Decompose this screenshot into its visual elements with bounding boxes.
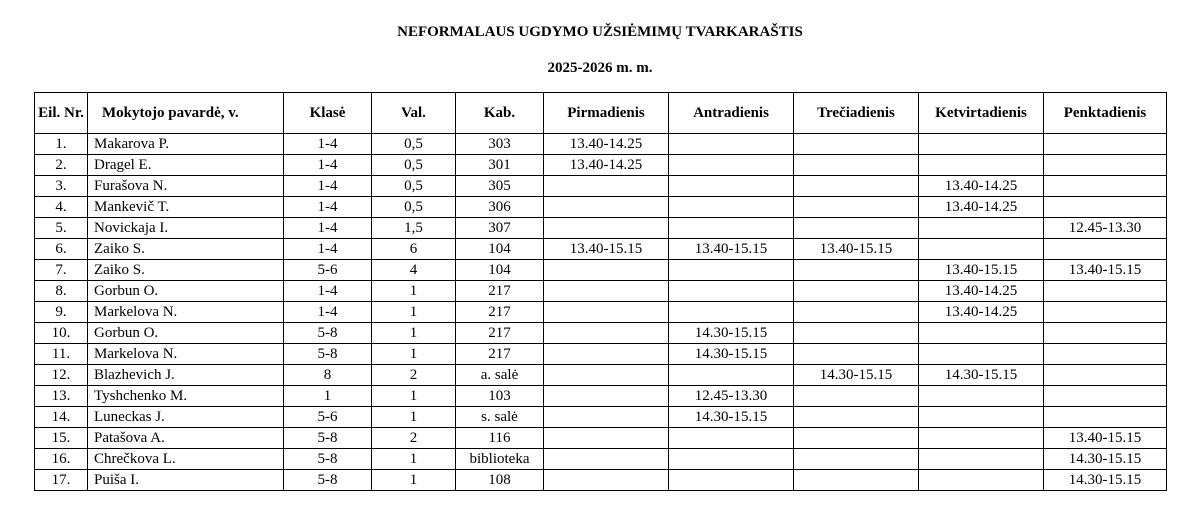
table-cell: 1-4 xyxy=(284,197,372,218)
table-cell: 12.45-13.30 xyxy=(669,386,794,407)
table-cell: 2 xyxy=(372,428,456,449)
column-header: Pirmadienis xyxy=(544,93,669,134)
table-cell xyxy=(544,323,669,344)
table-cell: 1 xyxy=(372,344,456,365)
table-cell xyxy=(1044,281,1167,302)
table-cell xyxy=(919,134,1044,155)
table-cell: 116 xyxy=(456,428,544,449)
table-cell xyxy=(919,239,1044,260)
table-cell: 307 xyxy=(456,218,544,239)
row-number-cell: 13. xyxy=(35,386,88,407)
table-cell: 4 xyxy=(372,260,456,281)
row-number-cell: 12. xyxy=(35,365,88,386)
table-cell xyxy=(919,344,1044,365)
table-cell xyxy=(544,365,669,386)
table-cell xyxy=(794,323,919,344)
teacher-name-cell: Gorbun O. xyxy=(88,281,284,302)
teacher-name-cell: Makarova P. xyxy=(88,134,284,155)
column-header: Klasė xyxy=(284,93,372,134)
table-cell: 108 xyxy=(456,470,544,491)
table-cell xyxy=(1044,176,1167,197)
table-cell xyxy=(919,428,1044,449)
table-cell xyxy=(544,197,669,218)
table-cell: 217 xyxy=(456,323,544,344)
table-header-row xyxy=(35,93,1167,134)
table-cell xyxy=(544,176,669,197)
table-cell: 104 xyxy=(456,260,544,281)
table-cell: 14.30-15.15 xyxy=(669,407,794,428)
table-row xyxy=(35,323,1167,344)
table-cell: 12.45-13.30 xyxy=(1044,218,1167,239)
table-cell: 13.40-15.15 xyxy=(1044,260,1167,281)
table-cell: 1 xyxy=(372,302,456,323)
row-number-cell: 14. xyxy=(35,407,88,428)
table-cell: 1,5 xyxy=(372,218,456,239)
table-cell xyxy=(669,428,794,449)
table-cell: 217 xyxy=(456,302,544,323)
table-row xyxy=(35,176,1167,197)
schedule-table xyxy=(34,92,1167,491)
teacher-name-cell: Gorbun O. xyxy=(88,323,284,344)
table-cell: 1 xyxy=(372,470,456,491)
table-cell xyxy=(919,155,1044,176)
table-cell xyxy=(794,197,919,218)
table-cell xyxy=(669,281,794,302)
table-cell xyxy=(669,470,794,491)
table-cell xyxy=(1044,407,1167,428)
table-cell: 1 xyxy=(372,386,456,407)
table-cell: 305 xyxy=(456,176,544,197)
column-header: Antradienis xyxy=(669,93,794,134)
table-cell: 1-4 xyxy=(284,281,372,302)
table-cell: 13.40-14.25 xyxy=(544,155,669,176)
column-header: Mokytojo pavardė, v. xyxy=(88,93,284,134)
row-number-cell: 11. xyxy=(35,344,88,365)
teacher-name-cell: Markelova N. xyxy=(88,302,284,323)
table-cell xyxy=(544,302,669,323)
table-cell: 217 xyxy=(456,344,544,365)
table-row xyxy=(35,281,1167,302)
table-cell: biblioteka xyxy=(456,449,544,470)
table-cell: 5-6 xyxy=(284,407,372,428)
table-cell xyxy=(794,260,919,281)
teacher-name-cell: Mankevič T. xyxy=(88,197,284,218)
table-cell xyxy=(794,470,919,491)
table-cell xyxy=(669,365,794,386)
table-cell: 1-4 xyxy=(284,239,372,260)
teacher-name-cell: Blazhevich J. xyxy=(88,365,284,386)
teacher-name-cell: Furašova N. xyxy=(88,176,284,197)
teacher-name-cell: Patašova A. xyxy=(88,428,284,449)
table-cell: 14.30-15.15 xyxy=(794,365,919,386)
table-cell: 14.30-15.15 xyxy=(1044,470,1167,491)
table-cell: 217 xyxy=(456,281,544,302)
document-subtitle: 2025-2026 m. m. xyxy=(547,60,653,76)
row-number-cell: 9. xyxy=(35,302,88,323)
table-cell: 6 xyxy=(372,239,456,260)
table-cell: 5-8 xyxy=(284,344,372,365)
table-cell: 1-4 xyxy=(284,155,372,176)
row-number-cell: 10. xyxy=(35,323,88,344)
row-number-cell: 3. xyxy=(35,176,88,197)
table-cell: 301 xyxy=(456,155,544,176)
table-cell xyxy=(794,302,919,323)
table-cell xyxy=(794,344,919,365)
table-cell xyxy=(919,218,1044,239)
teacher-name-cell: Zaiko S. xyxy=(88,239,284,260)
table-cell: 0,5 xyxy=(372,155,456,176)
teacher-name-cell: Markelova N. xyxy=(88,344,284,365)
table-cell xyxy=(794,449,919,470)
table-cell: 5-8 xyxy=(284,470,372,491)
table-cell xyxy=(669,155,794,176)
table-row xyxy=(35,344,1167,365)
table-cell xyxy=(794,155,919,176)
table-cell xyxy=(544,281,669,302)
table-cell xyxy=(1044,197,1167,218)
table-row xyxy=(35,197,1167,218)
table-cell xyxy=(669,134,794,155)
table-cell: 14.30-15.15 xyxy=(919,365,1044,386)
table-row xyxy=(35,449,1167,470)
table-cell: 1 xyxy=(372,323,456,344)
table-row xyxy=(35,218,1167,239)
table-cell: s. salė xyxy=(456,407,544,428)
table-cell xyxy=(544,470,669,491)
table-cell: 1-4 xyxy=(284,302,372,323)
table-cell: 13.40-15.15 xyxy=(669,239,794,260)
table-cell: 0,5 xyxy=(372,176,456,197)
table-cell: 2 xyxy=(372,365,456,386)
table-cell: a. salė xyxy=(456,365,544,386)
row-number-cell: 1. xyxy=(35,134,88,155)
table-cell: 5-6 xyxy=(284,260,372,281)
column-header: Penktadienis xyxy=(1044,93,1167,134)
table-cell xyxy=(669,218,794,239)
table-cell xyxy=(1044,239,1167,260)
column-header: Trečiadienis xyxy=(794,93,919,134)
row-number-cell: 5. xyxy=(35,218,88,239)
table-cell xyxy=(1044,344,1167,365)
table-cell xyxy=(544,218,669,239)
table-cell: 13.40-14.25 xyxy=(544,134,669,155)
table-cell xyxy=(919,407,1044,428)
table-cell xyxy=(919,323,1044,344)
table-cell: 0,5 xyxy=(372,197,456,218)
row-number-cell: 16. xyxy=(35,449,88,470)
table-row xyxy=(35,134,1167,155)
table-cell: 1-4 xyxy=(284,218,372,239)
column-header: Val. xyxy=(372,93,456,134)
table-cell: 303 xyxy=(456,134,544,155)
teacher-name-cell: Puiša I. xyxy=(88,470,284,491)
table-cell xyxy=(669,302,794,323)
table-cell: 306 xyxy=(456,197,544,218)
row-number-cell: 4. xyxy=(35,197,88,218)
column-header: Ketvirtadienis xyxy=(919,93,1044,134)
table-cell: 13.40-14.25 xyxy=(919,197,1044,218)
table-cell xyxy=(919,386,1044,407)
table-cell xyxy=(794,386,919,407)
row-number-cell: 6. xyxy=(35,239,88,260)
table-cell: 13.40-15.15 xyxy=(919,260,1044,281)
table-cell: 13.40-15.15 xyxy=(1044,428,1167,449)
table-cell xyxy=(669,449,794,470)
table-row xyxy=(35,407,1167,428)
table-cell xyxy=(1044,323,1167,344)
teacher-name-cell: Chrečkova L. xyxy=(88,449,284,470)
table-cell xyxy=(794,176,919,197)
table-cell xyxy=(794,281,919,302)
table-row xyxy=(35,302,1167,323)
row-number-cell: 2. xyxy=(35,155,88,176)
table-cell xyxy=(794,428,919,449)
table-cell: 13.40-14.25 xyxy=(919,176,1044,197)
document-title: NEFORMALAUS UGDYMO UŽSIĖMIMŲ TVARKARAŠTIS xyxy=(397,24,803,40)
table-row xyxy=(35,239,1167,260)
teacher-name-cell: Novickaja I. xyxy=(88,218,284,239)
teacher-name-cell: Tyshchenko M. xyxy=(88,386,284,407)
table-cell: 13.40-15.15 xyxy=(544,239,669,260)
row-number-cell: 15. xyxy=(35,428,88,449)
table-row xyxy=(35,365,1167,386)
table-cell xyxy=(1044,302,1167,323)
table-cell: 5-8 xyxy=(284,323,372,344)
table-cell xyxy=(794,407,919,428)
table-cell xyxy=(1044,386,1167,407)
table-cell: 1 xyxy=(372,407,456,428)
row-number-cell: 17. xyxy=(35,470,88,491)
table-row xyxy=(35,260,1167,281)
table-row xyxy=(35,428,1167,449)
table-body xyxy=(35,134,1167,491)
table-cell: 13.40-15.15 xyxy=(794,239,919,260)
teacher-name-cell: Luneckas J. xyxy=(88,407,284,428)
table-cell: 1 xyxy=(284,386,372,407)
row-number-cell: 7. xyxy=(35,260,88,281)
table-cell: 1-4 xyxy=(284,176,372,197)
teacher-name-cell: Dragel E. xyxy=(88,155,284,176)
table-cell xyxy=(794,218,919,239)
table-cell xyxy=(794,134,919,155)
table-cell xyxy=(669,176,794,197)
table-cell xyxy=(919,449,1044,470)
table-cell xyxy=(1044,155,1167,176)
table-cell xyxy=(1044,365,1167,386)
row-number-cell: 8. xyxy=(35,281,88,302)
table-row xyxy=(35,155,1167,176)
table-cell xyxy=(544,386,669,407)
table-cell xyxy=(544,260,669,281)
table-cell: 0,5 xyxy=(372,134,456,155)
table-cell: 5-8 xyxy=(284,428,372,449)
table-cell xyxy=(544,449,669,470)
table-cell xyxy=(544,428,669,449)
table-cell xyxy=(544,407,669,428)
table-cell: 1 xyxy=(372,281,456,302)
table-cell xyxy=(669,197,794,218)
table-cell: 1 xyxy=(372,449,456,470)
table-cell xyxy=(919,470,1044,491)
table-cell xyxy=(669,260,794,281)
column-header: Eil. Nr. xyxy=(35,93,88,134)
table-cell: 14.30-15.15 xyxy=(669,323,794,344)
table-cell: 14.30-15.15 xyxy=(669,344,794,365)
table-row xyxy=(35,386,1167,407)
table-cell: 1-4 xyxy=(284,134,372,155)
table-cell xyxy=(544,344,669,365)
table-cell xyxy=(1044,134,1167,155)
table-cell: 5-8 xyxy=(284,449,372,470)
table-cell: 104 xyxy=(456,239,544,260)
table-cell: 103 xyxy=(456,386,544,407)
table-row xyxy=(35,470,1167,491)
table-cell: 13.40-14.25 xyxy=(919,281,1044,302)
table-cell: 13.40-14.25 xyxy=(919,302,1044,323)
column-header: Kab. xyxy=(456,93,544,134)
table-cell: 8 xyxy=(284,365,372,386)
teacher-name-cell: Zaiko S. xyxy=(88,260,284,281)
table-cell: 14.30-15.15 xyxy=(1044,449,1167,470)
